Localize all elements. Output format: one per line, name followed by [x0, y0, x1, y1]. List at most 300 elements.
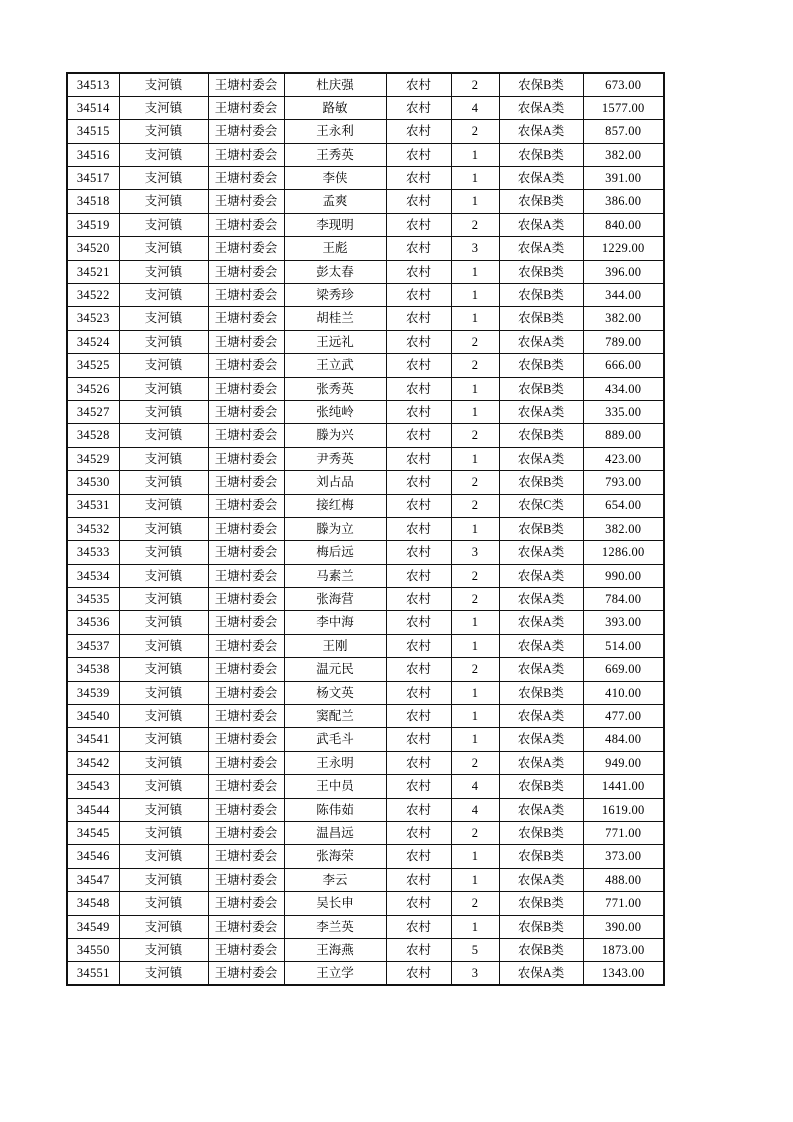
table-row — [67, 915, 664, 938]
table-row — [67, 424, 664, 447]
cell-serial-number: 34515 — [67, 120, 119, 143]
table-row — [67, 728, 664, 751]
cell-insurance-category: 农保A类 — [499, 658, 583, 681]
cell-person-count: 2 — [451, 471, 499, 494]
cell-person-count: 1 — [451, 167, 499, 190]
cell-serial-number: 34517 — [67, 167, 119, 190]
cell-town: 支河镇 — [119, 962, 208, 985]
cell-town: 支河镇 — [119, 213, 208, 236]
cell-person-count: 2 — [451, 658, 499, 681]
cell-amount: 1619.00 — [583, 798, 664, 821]
cell-person-count: 2 — [451, 213, 499, 236]
table-row — [67, 892, 664, 915]
table-row — [67, 260, 664, 283]
table-row — [67, 143, 664, 166]
cell-amount: 654.00 — [583, 494, 664, 517]
cell-serial-number: 34551 — [67, 962, 119, 985]
cell-town: 支河镇 — [119, 915, 208, 938]
cell-person-count: 5 — [451, 938, 499, 961]
cell-village-committee: 王塘村委会 — [208, 190, 284, 213]
cell-insurance-category: 农保A类 — [499, 564, 583, 587]
cell-person-count: 4 — [451, 96, 499, 119]
cell-village-committee: 王塘村委会 — [208, 775, 284, 798]
table-row — [67, 868, 664, 891]
cell-town: 支河镇 — [119, 73, 208, 96]
cell-residence-type: 农村 — [386, 962, 451, 985]
cell-amount: 382.00 — [583, 307, 664, 330]
cell-residence-type: 农村 — [386, 424, 451, 447]
cell-residence-type: 农村 — [386, 190, 451, 213]
cell-serial-number: 34534 — [67, 564, 119, 587]
cell-village-committee: 王塘村委会 — [208, 588, 284, 611]
cell-village-committee: 王塘村委会 — [208, 377, 284, 400]
cell-village-committee: 王塘村委会 — [208, 237, 284, 260]
cell-insurance-category: 农保A类 — [499, 400, 583, 423]
cell-serial-number: 34528 — [67, 424, 119, 447]
cell-town: 支河镇 — [119, 845, 208, 868]
cell-person-count: 1 — [451, 681, 499, 704]
cell-person-name: 路敏 — [284, 96, 386, 119]
cell-insurance-category: 农保A类 — [499, 541, 583, 564]
cell-town: 支河镇 — [119, 190, 208, 213]
cell-serial-number: 34539 — [67, 681, 119, 704]
cell-person-name: 彭太春 — [284, 260, 386, 283]
cell-town: 支河镇 — [119, 798, 208, 821]
cell-village-committee: 王塘村委会 — [208, 307, 284, 330]
cell-village-committee: 王塘村委会 — [208, 915, 284, 938]
table-row — [67, 354, 664, 377]
cell-town: 支河镇 — [119, 354, 208, 377]
cell-residence-type: 农村 — [386, 611, 451, 634]
cell-person-count: 1 — [451, 728, 499, 751]
cell-amount: 789.00 — [583, 330, 664, 353]
cell-village-committee: 王塘村委会 — [208, 705, 284, 728]
cell-amount: 889.00 — [583, 424, 664, 447]
table-row — [67, 237, 664, 260]
cell-insurance-category: 农保B类 — [499, 681, 583, 704]
cell-insurance-category: 农保B类 — [499, 284, 583, 307]
cell-residence-type: 农村 — [386, 517, 451, 540]
cell-village-committee: 王塘村委会 — [208, 330, 284, 353]
cell-person-count: 4 — [451, 775, 499, 798]
cell-amount: 990.00 — [583, 564, 664, 587]
cell-amount: 391.00 — [583, 167, 664, 190]
cell-residence-type: 农村 — [386, 260, 451, 283]
cell-town: 支河镇 — [119, 728, 208, 751]
cell-town: 支河镇 — [119, 143, 208, 166]
cell-residence-type: 农村 — [386, 73, 451, 96]
cell-village-committee: 王塘村委会 — [208, 143, 284, 166]
cell-serial-number: 34529 — [67, 447, 119, 470]
cell-insurance-category: 农保B类 — [499, 517, 583, 540]
cell-village-committee: 王塘村委会 — [208, 681, 284, 704]
table-row — [67, 564, 664, 587]
cell-person-name: 王立学 — [284, 962, 386, 985]
cell-serial-number: 34532 — [67, 517, 119, 540]
cell-person-name: 马素兰 — [284, 564, 386, 587]
cell-residence-type: 农村 — [386, 120, 451, 143]
cell-residence-type: 农村 — [386, 705, 451, 728]
cell-town: 支河镇 — [119, 400, 208, 423]
cell-residence-type: 农村 — [386, 494, 451, 517]
cell-person-name: 接红梅 — [284, 494, 386, 517]
cell-amount: 949.00 — [583, 751, 664, 774]
cell-village-committee: 王塘村委会 — [208, 962, 284, 985]
cell-person-name: 孟爽 — [284, 190, 386, 213]
cell-residence-type: 农村 — [386, 564, 451, 587]
table-row — [67, 588, 664, 611]
cell-serial-number: 34542 — [67, 751, 119, 774]
cell-insurance-category: 农保A类 — [499, 120, 583, 143]
cell-insurance-category: 农保C类 — [499, 494, 583, 517]
cell-insurance-category: 农保A类 — [499, 728, 583, 751]
cell-amount: 666.00 — [583, 354, 664, 377]
cell-person-count: 1 — [451, 705, 499, 728]
cell-person-count: 1 — [451, 400, 499, 423]
cell-town: 支河镇 — [119, 447, 208, 470]
cell-residence-type: 农村 — [386, 307, 451, 330]
cell-serial-number: 34547 — [67, 868, 119, 891]
cell-insurance-category: 农保A类 — [499, 237, 583, 260]
cell-amount: 335.00 — [583, 400, 664, 423]
cell-person-name: 王立武 — [284, 354, 386, 377]
cell-person-name: 张海营 — [284, 588, 386, 611]
cell-person-count: 1 — [451, 284, 499, 307]
cell-residence-type: 农村 — [386, 892, 451, 915]
cell-amount: 390.00 — [583, 915, 664, 938]
cell-insurance-category: 农保B类 — [499, 822, 583, 845]
cell-person-name: 李中海 — [284, 611, 386, 634]
cell-amount: 514.00 — [583, 634, 664, 657]
cell-residence-type: 农村 — [386, 798, 451, 821]
cell-insurance-category: 农保B类 — [499, 892, 583, 915]
cell-person-name: 梁秀珍 — [284, 284, 386, 307]
cell-serial-number: 34537 — [67, 634, 119, 657]
cell-amount: 434.00 — [583, 377, 664, 400]
cell-person-name: 张海荣 — [284, 845, 386, 868]
cell-village-committee: 王塘村委会 — [208, 167, 284, 190]
cell-insurance-category: 农保A类 — [499, 611, 583, 634]
cell-insurance-category: 农保A类 — [499, 167, 583, 190]
cell-amount: 477.00 — [583, 705, 664, 728]
cell-amount: 382.00 — [583, 517, 664, 540]
cell-person-name: 王彪 — [284, 237, 386, 260]
cell-residence-type: 农村 — [386, 284, 451, 307]
cell-insurance-category: 农保B类 — [499, 143, 583, 166]
cell-insurance-category: 农保A类 — [499, 330, 583, 353]
cell-serial-number: 34526 — [67, 377, 119, 400]
cell-residence-type: 农村 — [386, 167, 451, 190]
cell-person-name: 温昌远 — [284, 822, 386, 845]
table-row — [67, 307, 664, 330]
cell-town: 支河镇 — [119, 705, 208, 728]
cell-person-name: 李兰英 — [284, 915, 386, 938]
cell-amount: 488.00 — [583, 868, 664, 891]
table-row — [67, 190, 664, 213]
cell-amount: 423.00 — [583, 447, 664, 470]
cell-village-committee: 王塘村委会 — [208, 517, 284, 540]
cell-person-count: 2 — [451, 588, 499, 611]
cell-village-committee: 王塘村委会 — [208, 73, 284, 96]
cell-person-name: 王刚 — [284, 634, 386, 657]
cell-town: 支河镇 — [119, 237, 208, 260]
cell-person-count: 3 — [451, 237, 499, 260]
cell-serial-number: 34527 — [67, 400, 119, 423]
cell-village-committee: 王塘村委会 — [208, 868, 284, 891]
cell-serial-number: 34543 — [67, 775, 119, 798]
cell-village-committee: 王塘村委会 — [208, 845, 284, 868]
cell-serial-number: 34522 — [67, 284, 119, 307]
cell-amount: 396.00 — [583, 260, 664, 283]
cell-serial-number: 34546 — [67, 845, 119, 868]
table-row — [67, 167, 664, 190]
cell-insurance-category: 农保A类 — [499, 634, 583, 657]
cell-amount: 1286.00 — [583, 541, 664, 564]
cell-person-count: 2 — [451, 751, 499, 774]
cell-residence-type: 农村 — [386, 728, 451, 751]
cell-person-name: 陈伟茹 — [284, 798, 386, 821]
cell-insurance-category: 农保A类 — [499, 213, 583, 236]
cell-person-count: 2 — [451, 494, 499, 517]
cell-amount: 393.00 — [583, 611, 664, 634]
cell-insurance-category: 农保A类 — [499, 96, 583, 119]
cell-town: 支河镇 — [119, 307, 208, 330]
cell-person-count: 2 — [451, 564, 499, 587]
cell-person-count: 2 — [451, 120, 499, 143]
cell-town: 支河镇 — [119, 517, 208, 540]
table-row — [67, 611, 664, 634]
cell-residence-type: 农村 — [386, 775, 451, 798]
cell-insurance-category: 农保B类 — [499, 424, 583, 447]
table-row — [67, 775, 664, 798]
cell-person-name: 杨文英 — [284, 681, 386, 704]
cell-insurance-category: 农保B类 — [499, 471, 583, 494]
cell-village-committee: 王塘村委会 — [208, 751, 284, 774]
cell-serial-number: 34540 — [67, 705, 119, 728]
cell-residence-type: 农村 — [386, 471, 451, 494]
cell-person-count: 1 — [451, 260, 499, 283]
cell-village-committee: 王塘村委会 — [208, 822, 284, 845]
cell-serial-number: 34520 — [67, 237, 119, 260]
cell-residence-type: 农村 — [386, 330, 451, 353]
cell-village-committee: 王塘村委会 — [208, 354, 284, 377]
cell-person-name: 王秀英 — [284, 143, 386, 166]
cell-town: 支河镇 — [119, 611, 208, 634]
cell-village-committee: 王塘村委会 — [208, 213, 284, 236]
cell-town: 支河镇 — [119, 892, 208, 915]
table-row — [67, 377, 664, 400]
cell-residence-type: 农村 — [386, 143, 451, 166]
cell-person-count: 4 — [451, 798, 499, 821]
cell-serial-number: 34513 — [67, 73, 119, 96]
cell-amount: 1577.00 — [583, 96, 664, 119]
table-row — [67, 962, 664, 985]
cell-residence-type: 农村 — [386, 634, 451, 657]
cell-amount: 771.00 — [583, 822, 664, 845]
cell-amount: 793.00 — [583, 471, 664, 494]
cell-person-name: 王永利 — [284, 120, 386, 143]
table-row — [67, 541, 664, 564]
cell-person-name: 窦配兰 — [284, 705, 386, 728]
table-row — [67, 751, 664, 774]
cell-residence-type: 农村 — [386, 354, 451, 377]
cell-person-count: 1 — [451, 307, 499, 330]
cell-person-count: 2 — [451, 330, 499, 353]
cell-town: 支河镇 — [119, 284, 208, 307]
cell-insurance-category: 农保B类 — [499, 845, 583, 868]
cell-serial-number: 34519 — [67, 213, 119, 236]
table-row — [67, 938, 664, 961]
cell-village-committee: 王塘村委会 — [208, 658, 284, 681]
cell-town: 支河镇 — [119, 681, 208, 704]
cell-serial-number: 34541 — [67, 728, 119, 751]
table-row — [67, 120, 664, 143]
benefit-roster-table — [66, 72, 665, 986]
cell-serial-number: 34538 — [67, 658, 119, 681]
cell-person-count: 1 — [451, 190, 499, 213]
cell-village-committee: 王塘村委会 — [208, 634, 284, 657]
cell-town: 支河镇 — [119, 822, 208, 845]
cell-village-committee: 王塘村委会 — [208, 447, 284, 470]
cell-person-count: 1 — [451, 377, 499, 400]
table-row — [67, 400, 664, 423]
cell-person-count: 2 — [451, 73, 499, 96]
cell-person-name: 王永明 — [284, 751, 386, 774]
cell-person-name: 滕为兴 — [284, 424, 386, 447]
cell-town: 支河镇 — [119, 424, 208, 447]
cell-insurance-category: 农保B类 — [499, 260, 583, 283]
cell-town: 支河镇 — [119, 634, 208, 657]
table-row — [67, 494, 664, 517]
cell-amount: 784.00 — [583, 588, 664, 611]
cell-residence-type: 农村 — [386, 845, 451, 868]
cell-village-committee: 王塘村委会 — [208, 400, 284, 423]
cell-insurance-category: 农保A类 — [499, 798, 583, 821]
table-row — [67, 284, 664, 307]
table-row — [67, 705, 664, 728]
cell-town: 支河镇 — [119, 938, 208, 961]
table-row — [67, 447, 664, 470]
cell-person-name: 李现明 — [284, 213, 386, 236]
cell-town: 支河镇 — [119, 377, 208, 400]
table-row — [67, 822, 664, 845]
cell-person-count: 3 — [451, 541, 499, 564]
cell-town: 支河镇 — [119, 96, 208, 119]
table-row — [67, 681, 664, 704]
cell-amount: 382.00 — [583, 143, 664, 166]
cell-amount: 344.00 — [583, 284, 664, 307]
table-row — [67, 213, 664, 236]
cell-insurance-category: 农保B类 — [499, 190, 583, 213]
table-row — [67, 471, 664, 494]
cell-person-name: 李侠 — [284, 167, 386, 190]
cell-person-count: 2 — [451, 354, 499, 377]
cell-insurance-category: 农保A类 — [499, 751, 583, 774]
cell-village-committee: 王塘村委会 — [208, 424, 284, 447]
cell-serial-number: 34521 — [67, 260, 119, 283]
cell-serial-number: 34524 — [67, 330, 119, 353]
cell-town: 支河镇 — [119, 868, 208, 891]
cell-person-count: 1 — [451, 915, 499, 938]
cell-residence-type: 农村 — [386, 213, 451, 236]
cell-insurance-category: 农保B类 — [499, 775, 583, 798]
cell-residence-type: 农村 — [386, 96, 451, 119]
table-row — [67, 517, 664, 540]
cell-insurance-category: 农保A类 — [499, 588, 583, 611]
cell-person-name: 王海燕 — [284, 938, 386, 961]
cell-amount: 1441.00 — [583, 775, 664, 798]
cell-town: 支河镇 — [119, 658, 208, 681]
cell-serial-number: 34525 — [67, 354, 119, 377]
cell-town: 支河镇 — [119, 588, 208, 611]
cell-insurance-category: 农保B类 — [499, 73, 583, 96]
cell-person-name: 王远礼 — [284, 330, 386, 353]
cell-person-name: 梅后远 — [284, 541, 386, 564]
table-row — [67, 634, 664, 657]
cell-residence-type: 农村 — [386, 751, 451, 774]
cell-person-count: 3 — [451, 962, 499, 985]
cell-person-name: 李云 — [284, 868, 386, 891]
cell-serial-number: 34549 — [67, 915, 119, 938]
cell-residence-type: 农村 — [386, 938, 451, 961]
cell-serial-number: 34550 — [67, 938, 119, 961]
cell-amount: 373.00 — [583, 845, 664, 868]
cell-person-name: 刘占品 — [284, 471, 386, 494]
cell-residence-type: 农村 — [386, 822, 451, 845]
cell-town: 支河镇 — [119, 564, 208, 587]
cell-village-committee: 王塘村委会 — [208, 120, 284, 143]
cell-amount: 673.00 — [583, 73, 664, 96]
cell-person-name: 吴长申 — [284, 892, 386, 915]
table-row — [67, 330, 664, 353]
cell-residence-type: 农村 — [386, 377, 451, 400]
cell-amount: 771.00 — [583, 892, 664, 915]
cell-amount: 1229.00 — [583, 237, 664, 260]
cell-residence-type: 农村 — [386, 400, 451, 423]
cell-residence-type: 农村 — [386, 681, 451, 704]
cell-insurance-category: 农保A类 — [499, 447, 583, 470]
cell-person-name: 王中员 — [284, 775, 386, 798]
cell-serial-number: 34514 — [67, 96, 119, 119]
cell-person-name: 温元民 — [284, 658, 386, 681]
cell-residence-type: 农村 — [386, 541, 451, 564]
cell-serial-number: 34523 — [67, 307, 119, 330]
cell-person-count: 1 — [451, 517, 499, 540]
cell-person-name: 尹秀英 — [284, 447, 386, 470]
cell-village-committee: 王塘村委会 — [208, 728, 284, 751]
cell-serial-number: 34548 — [67, 892, 119, 915]
cell-person-count: 1 — [451, 634, 499, 657]
cell-village-committee: 王塘村委会 — [208, 892, 284, 915]
table-row — [67, 73, 664, 96]
cell-person-count: 1 — [451, 611, 499, 634]
cell-person-name: 杜庆强 — [284, 73, 386, 96]
cell-amount: 410.00 — [583, 681, 664, 704]
cell-residence-type: 农村 — [386, 237, 451, 260]
cell-amount: 1873.00 — [583, 938, 664, 961]
cell-town: 支河镇 — [119, 775, 208, 798]
table-row — [67, 798, 664, 821]
cell-insurance-category: 农保B类 — [499, 377, 583, 400]
cell-residence-type: 农村 — [386, 868, 451, 891]
cell-insurance-category: 农保B类 — [499, 354, 583, 377]
cell-amount: 840.00 — [583, 213, 664, 236]
cell-person-count: 2 — [451, 822, 499, 845]
cell-serial-number: 34535 — [67, 588, 119, 611]
cell-serial-number: 34531 — [67, 494, 119, 517]
cell-amount: 857.00 — [583, 120, 664, 143]
cell-town: 支河镇 — [119, 167, 208, 190]
